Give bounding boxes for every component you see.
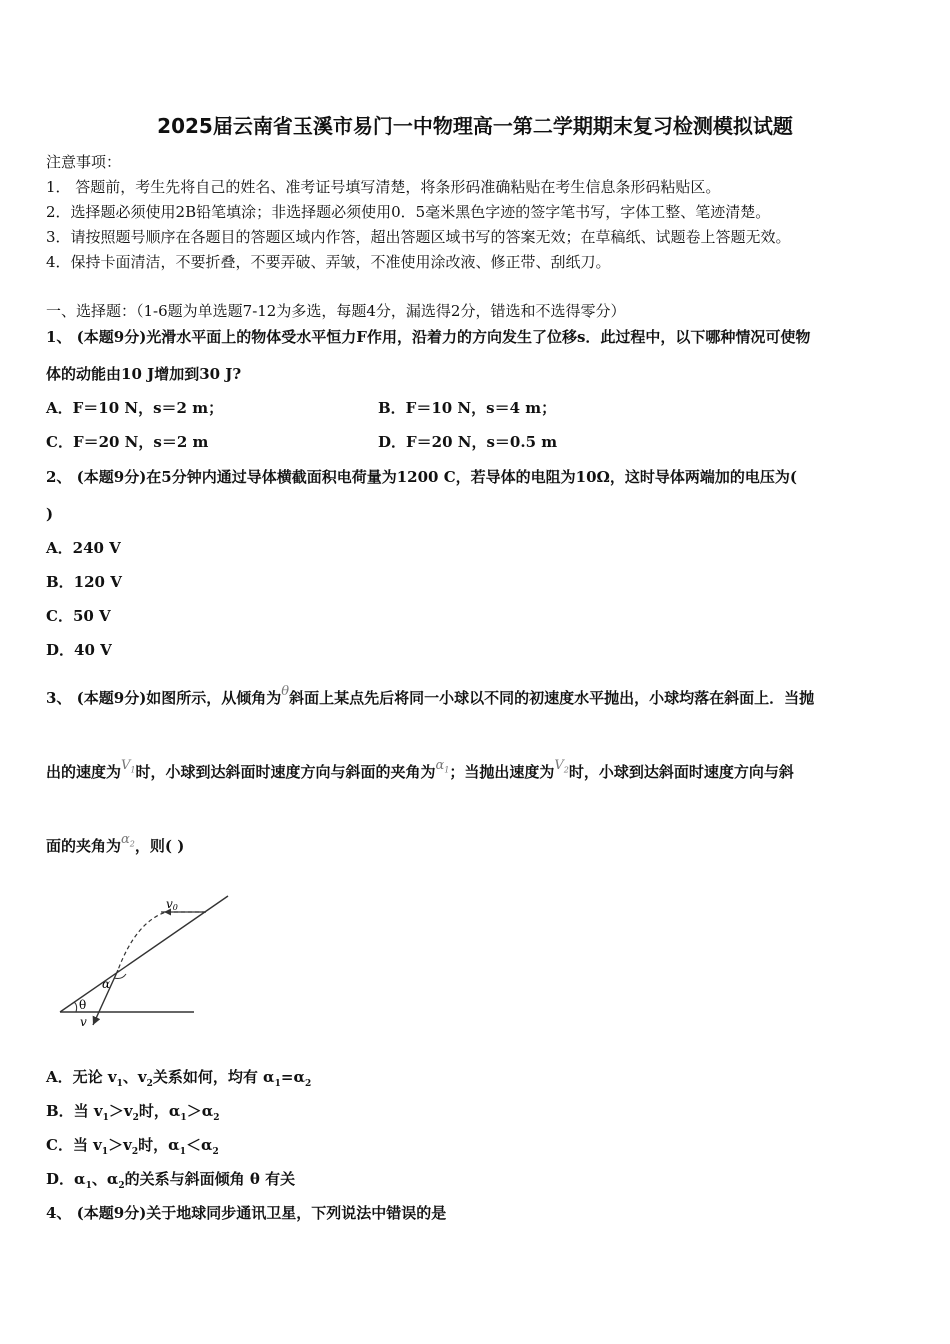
q3-text: 面的夹角为 xyxy=(46,837,122,855)
q1-option-a: A．F＝10 N，s＝2 m； xyxy=(46,399,224,417)
q3-stem-line3 xyxy=(46,832,185,863)
q3-option-d: D．$\alpha_1$、$\alpha_2$的关系与斜面倾角 θ 有关 xyxy=(46,1170,296,1191)
q3-stem-line2 xyxy=(46,758,794,789)
v2-symbol: $V_2$ xyxy=(554,758,569,775)
notice-item-4: 4．保持卡面清洁，不要折叠，不要弄破、弄皱，不准使用涂改液、修正带、刮纸刀。 xyxy=(46,253,611,271)
q3-text: 斜面上某点先后将同一小球以不同的初速度水平抛出，小球均落在斜面上．当抛 xyxy=(289,689,815,707)
theta-arc xyxy=(74,1002,77,1012)
page-title: 2025届云南省玉溪市易门一中物理高一第二学期期末复习检测模拟试题 xyxy=(157,114,793,138)
q3-stem-line1 xyxy=(46,684,815,710)
alpha2-symbol: $\alpha_2$ xyxy=(121,832,135,849)
q3-text: 出的速度为 xyxy=(46,763,122,781)
theta-label: θ xyxy=(79,998,87,1012)
incline-line xyxy=(60,896,228,1012)
q3-text: 时，小球到达斜面时速度方向与斜 xyxy=(568,763,794,781)
q3-option-c: C．当 $v_1>v_2$时，$\alpha_1<\alpha_2$ xyxy=(46,1136,219,1157)
q3-text: ；当抛出速度为 xyxy=(449,763,555,781)
q2-option-a: A．240 V xyxy=(46,539,121,557)
q2-option-b: B．120 V xyxy=(46,573,122,591)
notice-heading: 注意事项： xyxy=(46,153,122,171)
q1-stem-line1: 1、 (本题9分)光滑水平面上的物体受水平恒力F作用，沿着力的方向发生了位移s．此过程中，以下哪种情况可使物 xyxy=(46,328,811,346)
notice-item-1: 1． 答题前，考生先将自己的姓名、准考证号填写清楚，将条形码准确粘贴在考生信息条形码粘贴区。 xyxy=(46,178,721,196)
v1-symbol: $V_1$ xyxy=(121,758,136,775)
q1-option-d: D．F＝20 N，s＝0.5 m xyxy=(378,433,558,451)
v0-label: v0 xyxy=(166,897,178,912)
q2-option-d: D．40 V xyxy=(46,641,112,659)
q1-option-c: C．F＝20 N，s＝2 m xyxy=(46,433,209,451)
section-heading: 一、选择题：（1-6题为单选题7-12为多选，每题4分，漏选得2分，错选和不选得零分） xyxy=(46,302,626,320)
q3-text: ，则( ) xyxy=(134,837,185,855)
v-label: v xyxy=(80,1015,87,1029)
q2-stem-line2: ) xyxy=(46,505,54,523)
incline-projectile-figure xyxy=(56,892,236,1032)
theta-symbol: θ xyxy=(281,684,290,699)
q2-option-c: C．50 V xyxy=(46,607,111,625)
q3-option-a: A．无论 $v_1$、$v_2$关系如何，均有 $\alpha_1=\alpha_2$ xyxy=(46,1068,312,1089)
notice-item-2: 2．选择题必须使用2B铅笔填涂；非选择题必须使用0．5毫米黑色字迹的签字笔书写，字体工整、笔迹清楚。 xyxy=(46,203,771,221)
notice-item-3: 3．请按照题号顺序在各题目的答题区域内作答，超出答题区域书写的答案无效；在草稿纸、试题卷上答题无效。 xyxy=(46,228,791,246)
q2-stem-line1: 2、 (本题9分)在5分钟内通过导体横截面积电荷量为1200 C，若导体的电阻为10Ω，这时导体两端加的电压为( xyxy=(46,468,797,486)
q3-option-b: B．当 $v_1>v_2$时，$\alpha_1>\alpha_2$ xyxy=(46,1102,220,1123)
q1-stem-line2: 体的动能由10 J增加到30 J? xyxy=(46,365,242,383)
alpha1-symbol: $\alpha_1$ xyxy=(435,758,450,775)
q1-option-b: B．F＝10 N，s＝4 m； xyxy=(378,399,557,417)
alpha-label: α xyxy=(102,977,111,991)
q3-text: 时，小球到达斜面时速度方向与斜面的夹角为 xyxy=(135,763,436,781)
q4-stem-line1: 4、 (本题9分)关于地球同步通讯卫星，下列说法中错误的是 xyxy=(46,1204,447,1222)
q3-text: 3、 (本题9分)如图所示，从倾角为 xyxy=(46,689,282,707)
